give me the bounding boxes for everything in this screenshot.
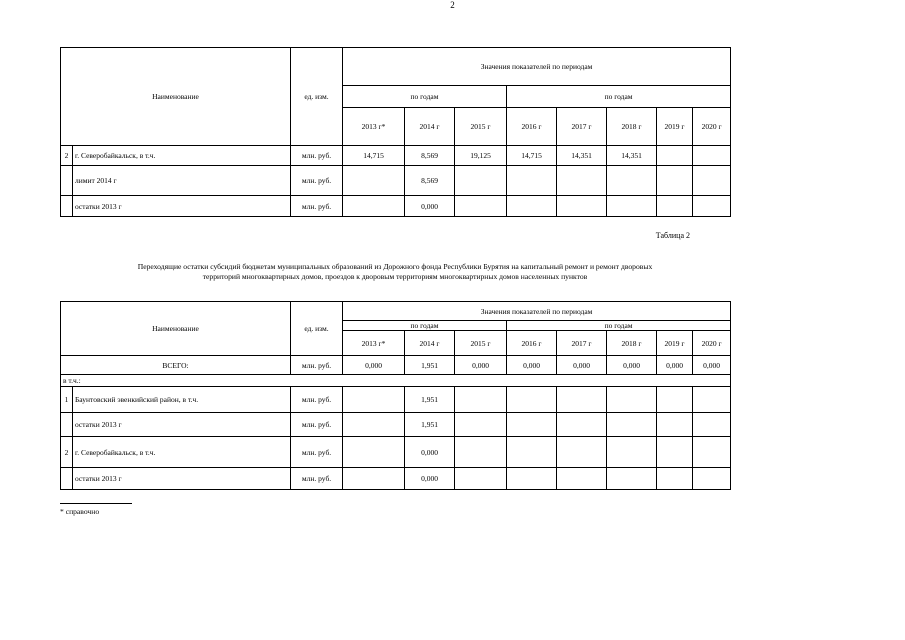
- header-by-years: по годам: [343, 321, 507, 331]
- cell-value: 14,715: [343, 146, 405, 166]
- cell-value: 19,125: [455, 146, 507, 166]
- cell-value: 0,000: [607, 356, 657, 375]
- cell-value: [657, 196, 693, 217]
- cell-value: [693, 437, 731, 468]
- table-row: [61, 375, 731, 387]
- cell-value: [507, 468, 557, 490]
- cell-value: [455, 468, 507, 490]
- cell-value: 0,000: [557, 356, 607, 375]
- total-row: [61, 356, 731, 375]
- cell-value: [343, 413, 405, 437]
- cell-value: [557, 468, 607, 490]
- row-name: остатки 2013 г: [73, 413, 291, 437]
- table-row: [61, 166, 731, 196]
- year-header: 2019 г: [657, 108, 693, 146]
- page-number: 2: [450, 0, 455, 10]
- row-number: [61, 413, 73, 437]
- row-unit: млн. руб.: [291, 468, 343, 490]
- header-name: Наименование: [61, 302, 291, 356]
- cell-value: [607, 196, 657, 217]
- header-by-years: по годам: [343, 86, 507, 108]
- year-header: 2019 г: [657, 331, 693, 356]
- year-header: 2014 г: [405, 108, 455, 146]
- header-by-years: по годам: [507, 321, 731, 331]
- year-header: 2013 г*: [343, 108, 405, 146]
- row-name: лимит 2014 г: [73, 166, 291, 196]
- row-name: остатки 2013 г: [73, 468, 291, 490]
- row-number: 2: [61, 146, 73, 166]
- cell-value: [657, 387, 693, 413]
- caption-line: территорий многоквартирных домов, проездов к дворовым территориям многоквартирных домов населенных пунктов: [202, 272, 588, 281]
- table-label: Таблица 2: [655, 231, 690, 240]
- cell-value: [343, 387, 405, 413]
- cell-value: [455, 166, 507, 196]
- header-unit: ед. изм.: [291, 302, 343, 356]
- cell-value: [507, 413, 557, 437]
- cell-value: [557, 413, 607, 437]
- cell-value: 0,000: [405, 196, 455, 217]
- row-unit: млн. руб.: [291, 437, 343, 468]
- cell-value: [693, 468, 731, 490]
- cell-value: [507, 387, 557, 413]
- year-header: 2020 г: [693, 108, 731, 146]
- cell-value: 1,951: [405, 413, 455, 437]
- table-row: [61, 413, 731, 437]
- cell-value: [607, 413, 657, 437]
- row-unit: млн. руб.: [291, 356, 343, 375]
- cell-value: [693, 196, 731, 217]
- cell-value: [557, 166, 607, 196]
- cell-value: 8,569: [405, 146, 455, 166]
- year-header: 2020 г: [693, 331, 731, 356]
- cell-value: 14,351: [607, 146, 657, 166]
- row-number: [61, 166, 73, 196]
- incl-label: в т.ч.:: [61, 375, 291, 387]
- table-row: [61, 146, 731, 166]
- cell-value: 14,715: [507, 146, 557, 166]
- year-header: 2013 г*: [343, 331, 405, 356]
- cell-value: [507, 166, 557, 196]
- row-name: Баунтовский эвенкийский район, в т.ч.: [73, 387, 291, 413]
- row-number: [61, 196, 73, 217]
- cell-value: [343, 166, 405, 196]
- table-row: [61, 196, 731, 217]
- row-number: 1: [61, 387, 73, 413]
- cell-value: [657, 437, 693, 468]
- table-row: [61, 387, 731, 413]
- cell-value: [657, 166, 693, 196]
- table-row: [61, 468, 731, 490]
- total-label: ВСЕГО:: [61, 356, 291, 375]
- cell-value: 0,000: [657, 356, 693, 375]
- cell-value: [455, 413, 507, 437]
- table-1: [60, 47, 731, 217]
- row-name: г. Северобайкальск, в т.ч.: [73, 437, 291, 468]
- cell-value: [343, 468, 405, 490]
- cell-value: 14,351: [557, 146, 607, 166]
- cell-value: [455, 387, 507, 413]
- header-by-years: по годам: [507, 86, 731, 108]
- header-periods: Значения показателей по периодам: [343, 48, 731, 86]
- header-name: Наименование: [61, 48, 291, 146]
- cell-value: [343, 437, 405, 468]
- cell-value: [657, 413, 693, 437]
- cell-value: [693, 166, 731, 196]
- header-unit: ед. изм.: [291, 48, 343, 146]
- year-header: 2016 г: [507, 331, 557, 356]
- cell-value: [507, 196, 557, 217]
- year-header: 2017 г: [557, 108, 607, 146]
- year-header: 2018 г: [607, 108, 657, 146]
- year-header: 2016 г: [507, 108, 557, 146]
- row-unit: млн. руб.: [291, 166, 343, 196]
- year-header: 2015 г: [455, 108, 507, 146]
- cell-value: [607, 437, 657, 468]
- cell-value: [607, 166, 657, 196]
- cell-value: 8,569: [405, 166, 455, 196]
- cell-value: [657, 468, 693, 490]
- row-name: остатки 2013 г: [73, 196, 291, 217]
- row-name: г. Северобайкальск, в т.ч.: [73, 146, 291, 166]
- cell-value: [693, 387, 731, 413]
- table-caption: [60, 262, 730, 282]
- cell-value: 0,000: [693, 356, 731, 375]
- cell-value: [657, 146, 693, 166]
- cell-value: [557, 437, 607, 468]
- row-unit: млн. руб.: [291, 196, 343, 217]
- cell-value: [507, 437, 557, 468]
- table-row: [61, 437, 731, 468]
- cell-value: [693, 146, 731, 166]
- cell-value: 0,000: [405, 468, 455, 490]
- cell-value: 0,000: [507, 356, 557, 375]
- table-2: [60, 301, 731, 490]
- cell-value: [343, 196, 405, 217]
- cell-value: 1,951: [405, 356, 455, 375]
- cell-value: [557, 387, 607, 413]
- row-number: [61, 468, 73, 490]
- year-header: 2014 г: [405, 331, 455, 356]
- footnote-separator: [60, 503, 132, 504]
- cell-value: [455, 437, 507, 468]
- cell-value: 1,951: [405, 387, 455, 413]
- cell-value: 0,000: [405, 437, 455, 468]
- row-unit: млн. руб.: [291, 146, 343, 166]
- caption-line: Переходящие остатки субсидий бюджетам муниципальных образований из Дорожного фонда Республики Бурятия на капитальный ремонт и ремонт дворовых: [137, 262, 653, 271]
- footnote: * справочно: [60, 507, 100, 516]
- year-header: 2017 г: [557, 331, 607, 356]
- cell-value: 0,000: [343, 356, 405, 375]
- row-unit: млн. руб.: [291, 387, 343, 413]
- year-header: 2015 г: [455, 331, 507, 356]
- cell-value: [557, 196, 607, 217]
- cell-value: [455, 196, 507, 217]
- cell-value: [693, 413, 731, 437]
- cell-value: [607, 468, 657, 490]
- header-periods: Значения показателей по периодам: [343, 302, 731, 321]
- cell-value: 0,000: [455, 356, 507, 375]
- row-unit: млн. руб.: [291, 413, 343, 437]
- year-header: 2018 г: [607, 331, 657, 356]
- cell-value: [607, 387, 657, 413]
- row-number: 2: [61, 437, 73, 468]
